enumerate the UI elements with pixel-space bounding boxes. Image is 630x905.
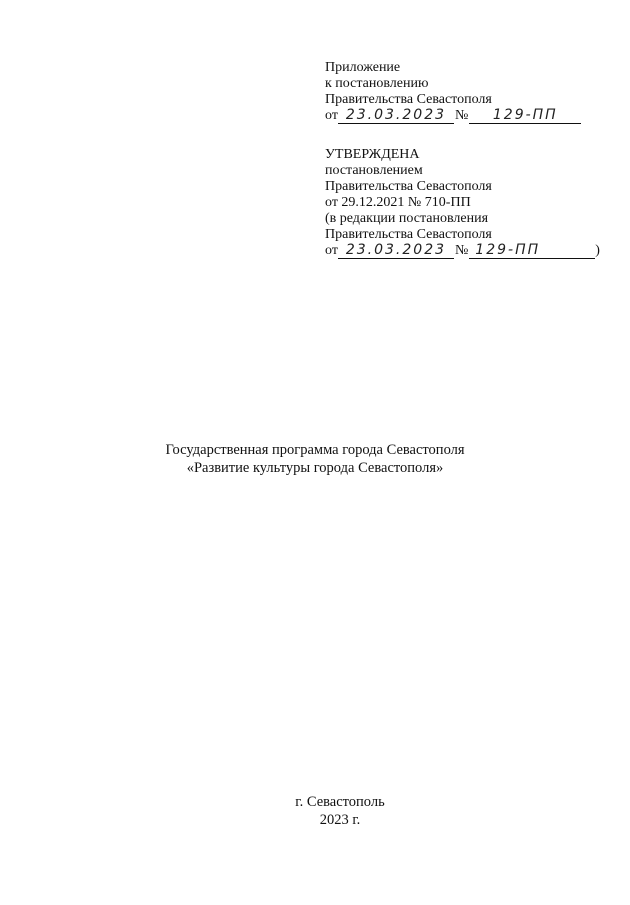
document-title — [0, 441, 630, 477]
approval-issuer: Правительства Севастополя — [325, 179, 492, 194]
appendix-date-handwritten: 23.03.2023 — [338, 108, 454, 124]
appendix-header — [325, 60, 581, 124]
footer-city: г. Севастополь — [295, 794, 385, 810]
program-subtitle: «Развитие культуры города Севастополя» — [186, 460, 444, 476]
approval-date-prefix: от — [325, 243, 338, 258]
approval-date-line — [325, 243, 600, 259]
appendix-date-prefix: от — [325, 108, 338, 123]
approval-title: УТВЕРЖДЕНА — [325, 147, 420, 162]
program-name: Государственная программа города Севастополя — [165, 442, 465, 458]
approval-by: постановлением — [325, 163, 423, 178]
appendix-number-sign: № — [454, 108, 469, 123]
approval-revision-note: (в редакции постановления — [325, 211, 489, 226]
footer-year: 2023 г. — [319, 812, 361, 828]
approval-closing-paren: ) — [595, 243, 600, 258]
approval-original-date: от 29.12.2021 № 710-ПП — [325, 195, 471, 210]
approval-number-handwritten: 129-ПП — [469, 243, 595, 259]
appendix-issuer: Правительства Севастополя — [325, 92, 492, 107]
approval-revision-issuer: Правительства Севастополя — [325, 227, 492, 242]
appendix-title: Приложение — [325, 60, 401, 75]
approval-block — [325, 147, 600, 259]
appendix-subtitle: к постановлению — [325, 76, 429, 91]
document-footer — [0, 793, 630, 829]
approval-date-handwritten: 23.03.2023 — [338, 243, 454, 259]
appendix-number-handwritten: 129-ПП — [469, 108, 581, 124]
approval-number-sign: № — [454, 243, 469, 258]
appendix-date-line — [325, 108, 581, 124]
